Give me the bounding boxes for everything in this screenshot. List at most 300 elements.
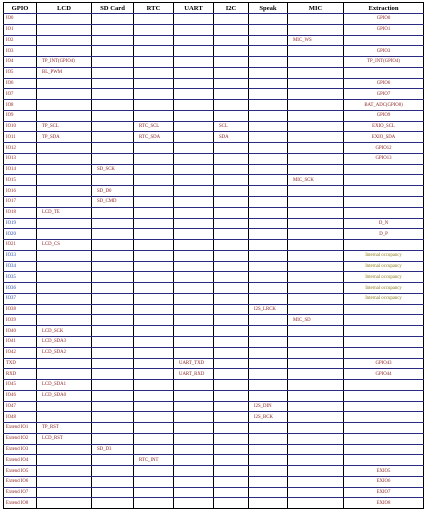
- gpio-cell: RXD: [4, 369, 37, 380]
- extraction-cell: [344, 186, 424, 197]
- table-row: [4, 186, 424, 197]
- rtc-cell: [134, 67, 174, 78]
- uart-cell: [174, 466, 214, 477]
- header-rtc: RTC: [134, 3, 174, 14]
- extraction-cell: [344, 207, 424, 218]
- mic-cell: [288, 423, 344, 434]
- gpio-cell: IO41: [4, 336, 37, 347]
- uart-cell: [174, 315, 214, 326]
- lcd-cell: TP_RST: [37, 423, 92, 434]
- header-i2c: I2C: [214, 3, 249, 14]
- mic-cell: [288, 132, 344, 143]
- table-row: [4, 476, 424, 487]
- table-row: [4, 132, 424, 143]
- uart-cell: [174, 250, 214, 261]
- extraction-cell: [344, 336, 424, 347]
- rtc-cell: RTC_INT: [134, 455, 174, 466]
- i2c-cell: [214, 57, 249, 68]
- extraction-cell: [344, 326, 424, 337]
- table-row: [4, 423, 424, 434]
- speak-cell: [249, 433, 288, 444]
- sd-card-cell: [92, 261, 134, 272]
- sd-card-cell: SD_CMD: [92, 197, 134, 208]
- mic-cell: [288, 153, 344, 164]
- rtc-cell: [134, 164, 174, 175]
- table-row: [4, 153, 424, 164]
- mic-cell: [288, 336, 344, 347]
- table-row: [4, 487, 424, 498]
- mic-cell: [288, 390, 344, 401]
- uart-cell: [174, 218, 214, 229]
- rtc-cell: [134, 46, 174, 57]
- i2c-cell: [214, 24, 249, 35]
- sd-card-cell: [92, 143, 134, 154]
- rtc-cell: [134, 401, 174, 412]
- uart-cell: [174, 423, 214, 434]
- extraction-cell: [344, 433, 424, 444]
- rtc-cell: [134, 207, 174, 218]
- mic-cell: [288, 110, 344, 121]
- i2c-cell: [214, 218, 249, 229]
- sd-card-cell: [92, 207, 134, 218]
- uart-cell: [174, 487, 214, 498]
- uart-cell: [174, 207, 214, 218]
- mic-cell: [288, 78, 344, 89]
- sd-card-cell: [92, 487, 134, 498]
- sd-card-cell: [92, 358, 134, 369]
- table-row: [4, 315, 424, 326]
- i2c-cell: [214, 283, 249, 294]
- uart-cell: [174, 240, 214, 251]
- extraction-cell: GPIO3: [344, 46, 424, 57]
- gpio-cell: IO21: [4, 240, 37, 251]
- gpio-cell: IO48: [4, 412, 37, 423]
- extraction-cell: [344, 175, 424, 186]
- lcd-cell: [37, 250, 92, 261]
- lcd-cell: [37, 24, 92, 35]
- gpio-cell: IO40: [4, 326, 37, 337]
- uart-cell: [174, 444, 214, 455]
- lcd-cell: [37, 401, 92, 412]
- i2c-cell: [214, 487, 249, 498]
- rtc-cell: [134, 272, 174, 283]
- speak-cell: [249, 347, 288, 358]
- speak-cell: [249, 218, 288, 229]
- speak-cell: I2S_BCK: [249, 412, 288, 423]
- gpio-cell: IO38: [4, 304, 37, 315]
- lcd-cell: [37, 261, 92, 272]
- gpio-cell: IO37: [4, 293, 37, 304]
- sd-card-cell: [92, 455, 134, 466]
- table-row: [4, 455, 424, 466]
- table-row: [4, 57, 424, 68]
- rtc-cell: [134, 240, 174, 251]
- extraction-cell: GPIO44: [344, 369, 424, 380]
- lcd-cell: LCD_SCK: [37, 326, 92, 337]
- gpio-cell: Extend IO3: [4, 444, 37, 455]
- speak-cell: [249, 164, 288, 175]
- gpio-cell: Extend IO2: [4, 433, 37, 444]
- i2c-cell: [214, 476, 249, 487]
- uart-cell: [174, 336, 214, 347]
- gpio-cell: IO45: [4, 380, 37, 391]
- sd-card-cell: [92, 293, 134, 304]
- mic-cell: [288, 476, 344, 487]
- table-row: [4, 67, 424, 78]
- table-row: [4, 390, 424, 401]
- speak-cell: [249, 229, 288, 240]
- mic-cell: [288, 380, 344, 391]
- speak-cell: [249, 207, 288, 218]
- lcd-cell: [37, 197, 92, 208]
- uart-cell: [174, 153, 214, 164]
- speak-cell: [249, 175, 288, 186]
- table-row: [4, 35, 424, 46]
- table-row: [4, 401, 424, 412]
- i2c-cell: [214, 78, 249, 89]
- rtc-cell: RTC_SDA: [134, 132, 174, 143]
- table-row: [4, 336, 424, 347]
- lcd-cell: [37, 229, 92, 240]
- lcd-cell: [37, 358, 92, 369]
- i2c-cell: [214, 272, 249, 283]
- mic-cell: [288, 272, 344, 283]
- uart-cell: [174, 143, 214, 154]
- sd-card-cell: [92, 57, 134, 68]
- table-header: [4, 3, 424, 14]
- i2c-cell: [214, 369, 249, 380]
- lcd-cell: [37, 218, 92, 229]
- lcd-cell: LCD_SDA1: [37, 380, 92, 391]
- speak-cell: [249, 261, 288, 272]
- gpio-cell: IO8: [4, 100, 37, 111]
- i2c-cell: SDA: [214, 132, 249, 143]
- gpio-cell: IO11: [4, 132, 37, 143]
- mic-cell: [288, 57, 344, 68]
- rtc-cell: [134, 143, 174, 154]
- rtc-cell: [134, 250, 174, 261]
- gpio-cell: IO1: [4, 24, 37, 35]
- uart-cell: [174, 390, 214, 401]
- i2c-cell: [214, 315, 249, 326]
- header-gpio: GPIO: [4, 3, 37, 14]
- speak-cell: [249, 153, 288, 164]
- speak-cell: I2S_DIN: [249, 401, 288, 412]
- i2c-cell: [214, 35, 249, 46]
- rtc-cell: [134, 186, 174, 197]
- extraction-cell: [344, 380, 424, 391]
- sd-card-cell: [92, 433, 134, 444]
- extraction-cell: [344, 455, 424, 466]
- extraction-cell: EXIO_SCL: [344, 121, 424, 132]
- i2c-cell: [214, 358, 249, 369]
- rtc-cell: [134, 315, 174, 326]
- extraction-cell: [344, 444, 424, 455]
- i2c-cell: [214, 401, 249, 412]
- mic-cell: [288, 143, 344, 154]
- lcd-cell: [37, 487, 92, 498]
- lcd-cell: LCD_SDA0: [37, 390, 92, 401]
- extraction-cell: [344, 240, 424, 251]
- sd-card-cell: [92, 229, 134, 240]
- speak-cell: [249, 272, 288, 283]
- gpio-cell: IO16: [4, 186, 37, 197]
- rtc-cell: [134, 175, 174, 186]
- i2c-cell: [214, 304, 249, 315]
- gpio-cell: IO5: [4, 67, 37, 78]
- lcd-cell: [37, 186, 92, 197]
- mic-cell: [288, 121, 344, 132]
- lcd-cell: [37, 315, 92, 326]
- speak-cell: [249, 132, 288, 143]
- i2c-cell: [214, 380, 249, 391]
- mic-cell: [288, 326, 344, 337]
- gpio-cell: IO47: [4, 401, 37, 412]
- gpio-cell: IO36: [4, 283, 37, 294]
- i2c-cell: [214, 197, 249, 208]
- sd-card-cell: SD_D0: [92, 186, 134, 197]
- mic-cell: [288, 466, 344, 477]
- extraction-cell: GPIO13: [344, 153, 424, 164]
- header-lcd: LCD: [37, 3, 92, 14]
- lcd-cell: [37, 164, 92, 175]
- speak-cell: [249, 46, 288, 57]
- lcd-cell: [37, 35, 92, 46]
- extraction-cell: Internal occupancy: [344, 283, 424, 294]
- lcd-cell: [37, 412, 92, 423]
- gpio-cell: IO10: [4, 121, 37, 132]
- uart-cell: [174, 347, 214, 358]
- table-row: [4, 218, 424, 229]
- table-row: [4, 100, 424, 111]
- sd-card-cell: [92, 347, 134, 358]
- mic-cell: [288, 369, 344, 380]
- gpio-cell: Extend IO4: [4, 455, 37, 466]
- speak-cell: [249, 326, 288, 337]
- extraction-cell: GPIO12: [344, 143, 424, 154]
- speak-cell: [249, 110, 288, 121]
- speak-cell: I2S_LRCK: [249, 304, 288, 315]
- gpio-cell: Extend IO6: [4, 476, 37, 487]
- speak-cell: [249, 466, 288, 477]
- gpio-cell: IO3: [4, 46, 37, 57]
- lcd-cell: [37, 46, 92, 57]
- sd-card-cell: [92, 369, 134, 380]
- mic-cell: [288, 293, 344, 304]
- mic-cell: MIC_SD: [288, 315, 344, 326]
- gpio-cell: IO9: [4, 110, 37, 121]
- i2c-cell: [214, 164, 249, 175]
- i2c-cell: [214, 466, 249, 477]
- gpio-cell: IO7: [4, 89, 37, 100]
- speak-cell: [249, 487, 288, 498]
- uart-cell: [174, 89, 214, 100]
- table-row: [4, 240, 424, 251]
- extraction-cell: [344, 401, 424, 412]
- rtc-cell: [134, 466, 174, 477]
- table-row: [4, 369, 424, 380]
- rtc-cell: [134, 153, 174, 164]
- uart-cell: [174, 175, 214, 186]
- gpio-cell: IO13: [4, 153, 37, 164]
- sd-card-cell: [92, 304, 134, 315]
- mic-cell: [288, 240, 344, 251]
- rtc-cell: [134, 369, 174, 380]
- mic-cell: [288, 89, 344, 100]
- rtc-cell: [134, 476, 174, 487]
- extraction-cell: [344, 67, 424, 78]
- gpio-cell: Extend IO8: [4, 498, 37, 509]
- i2c-cell: [214, 110, 249, 121]
- pin-assignment-table: [3, 2, 424, 509]
- mic-cell: MIC_WS: [288, 35, 344, 46]
- lcd-cell: LCD_SDA2: [37, 347, 92, 358]
- mic-cell: [288, 455, 344, 466]
- table-row: [4, 358, 424, 369]
- mic-cell: [288, 186, 344, 197]
- extraction-cell: [344, 390, 424, 401]
- speak-cell: [249, 476, 288, 487]
- uart-cell: [174, 433, 214, 444]
- lcd-cell: TP_INT(GPIO4): [37, 57, 92, 68]
- lcd-cell: BL_PWM: [37, 67, 92, 78]
- extraction-cell: [344, 412, 424, 423]
- extraction-cell: EXIO_SDA: [344, 132, 424, 143]
- speak-cell: [249, 89, 288, 100]
- gpio-cell: IO17: [4, 197, 37, 208]
- header-uart: UART: [174, 3, 214, 14]
- uart-cell: [174, 35, 214, 46]
- uart-cell: [174, 293, 214, 304]
- extraction-cell: Internal occupancy: [344, 293, 424, 304]
- sd-card-cell: [92, 175, 134, 186]
- gpio-cell: IO2: [4, 35, 37, 46]
- sd-card-cell: [92, 476, 134, 487]
- header-row: [4, 3, 424, 14]
- rtc-cell: [134, 100, 174, 111]
- uart-cell: [174, 110, 214, 121]
- uart-cell: [174, 57, 214, 68]
- speak-cell: [249, 24, 288, 35]
- extraction-cell: [344, 423, 424, 434]
- gpio-cell: IO0: [4, 14, 37, 25]
- mic-cell: [288, 197, 344, 208]
- sd-card-cell: [92, 250, 134, 261]
- speak-cell: [249, 283, 288, 294]
- extraction-cell: TP_INT(GPIO4): [344, 57, 424, 68]
- table-row: [4, 293, 424, 304]
- lcd-cell: [37, 100, 92, 111]
- uart-cell: [174, 401, 214, 412]
- lcd-cell: LCD_TE: [37, 207, 92, 218]
- gpio-cell: Extend IO7: [4, 487, 37, 498]
- mic-cell: [288, 412, 344, 423]
- sd-card-cell: [92, 153, 134, 164]
- extraction-cell: Internal occupancy: [344, 261, 424, 272]
- table-row: [4, 272, 424, 283]
- rtc-cell: [134, 35, 174, 46]
- sd-card-cell: [92, 218, 134, 229]
- i2c-cell: [214, 175, 249, 186]
- rtc-cell: [134, 24, 174, 35]
- i2c-cell: [214, 336, 249, 347]
- uart-cell: [174, 380, 214, 391]
- extraction-cell: GPIO6: [344, 78, 424, 89]
- uart-cell: [174, 304, 214, 315]
- rtc-cell: [134, 89, 174, 100]
- rtc-cell: [134, 423, 174, 434]
- uart-cell: [174, 24, 214, 35]
- i2c-cell: [214, 326, 249, 337]
- uart-cell: [174, 476, 214, 487]
- speak-cell: [249, 369, 288, 380]
- gpio-cell: IO14: [4, 164, 37, 175]
- mic-cell: [288, 24, 344, 35]
- table-row: [4, 412, 424, 423]
- gpio-cell: TXD: [4, 358, 37, 369]
- table-row: [4, 24, 424, 35]
- sd-card-cell: [92, 35, 134, 46]
- speak-cell: [249, 67, 288, 78]
- mic-cell: [288, 444, 344, 455]
- sd-card-cell: [92, 24, 134, 35]
- i2c-cell: [214, 433, 249, 444]
- extraction-cell: D_N: [344, 218, 424, 229]
- lcd-cell: [37, 466, 92, 477]
- sd-card-cell: [92, 78, 134, 89]
- sd-card-cell: [92, 380, 134, 391]
- sd-card-cell: [92, 132, 134, 143]
- extraction-cell: [344, 164, 424, 175]
- table-row: [4, 46, 424, 57]
- gpio-cell: IO12: [4, 143, 37, 154]
- mic-cell: [288, 207, 344, 218]
- lcd-cell: [37, 476, 92, 487]
- speak-cell: [249, 444, 288, 455]
- gpio-cell: IO39: [4, 315, 37, 326]
- rtc-cell: [134, 110, 174, 121]
- speak-cell: [249, 423, 288, 434]
- rtc-cell: [134, 380, 174, 391]
- sd-card-cell: [92, 110, 134, 121]
- rtc-cell: [134, 358, 174, 369]
- speak-cell: [249, 390, 288, 401]
- rtc-cell: [134, 229, 174, 240]
- extraction-cell: EXIO5: [344, 466, 424, 477]
- speak-cell: [249, 293, 288, 304]
- sd-card-cell: [92, 466, 134, 477]
- mic-cell: [288, 401, 344, 412]
- rtc-cell: [134, 487, 174, 498]
- i2c-cell: [214, 250, 249, 261]
- speak-cell: [249, 455, 288, 466]
- header-mic: MIC: [288, 3, 344, 14]
- rtc-cell: [134, 57, 174, 68]
- uart-cell: [174, 46, 214, 57]
- uart-cell: [174, 186, 214, 197]
- lcd-cell: [37, 444, 92, 455]
- header-sd-card: SD Card: [92, 3, 134, 14]
- i2c-cell: [214, 412, 249, 423]
- lcd-cell: [37, 89, 92, 100]
- sd-card-cell: [92, 46, 134, 57]
- i2c-cell: [214, 390, 249, 401]
- mic-cell: [288, 100, 344, 111]
- extraction-cell: [344, 315, 424, 326]
- lcd-cell: [37, 455, 92, 466]
- mic-cell: [288, 229, 344, 240]
- rtc-cell: [134, 304, 174, 315]
